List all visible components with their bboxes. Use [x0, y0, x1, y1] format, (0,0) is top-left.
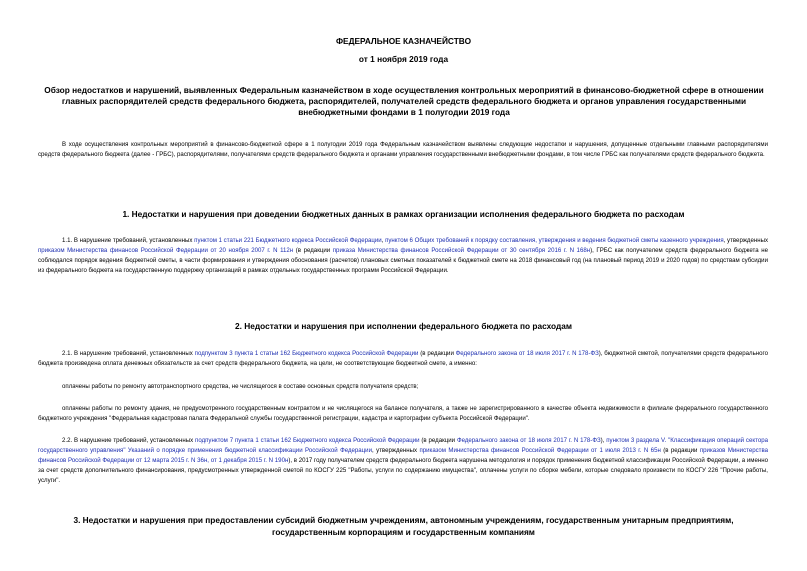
- link-order-168n[interactable]: приказа Министерства финансов Российской Федерации от 30 сентября 2016 г. N 168н: [332, 247, 591, 254]
- link-budget-code-art221[interactable]: пунктом 1 статьи 221 Бюджетного кодекса Российской Федерации: [194, 237, 382, 244]
- s1p1-text-2: ,: [381, 237, 386, 244]
- s2p1-text-2: (в редакции: [418, 350, 456, 357]
- link-budget-code-art162-sub7[interactable]: подпунктом 7 пункта 1 статьи 162 Бюджетного кодекса Российской Федерации: [195, 437, 420, 444]
- link-orders-36n-190n[interactable]: приказов Министерства финансов Российской Федерации от 12 марта 2015 г. N 36н, от 1 декабря 2015 г. N 190н: [38, 447, 769, 464]
- s2p2-text-5: (в редакции: [660, 447, 700, 454]
- link-order-65n[interactable]: приказом Министерства финансов Российской Федерации от 1 июля 2013 г. N 65н: [419, 447, 661, 454]
- s2p2-text-4: , утвержденных: [372, 447, 420, 454]
- s1p1-text-4: (в редакции: [293, 247, 333, 254]
- s1p1-text-3: , утвержденных: [723, 237, 769, 244]
- s2p1-text-1: 2.1. В нарушение требований, установленных: [62, 350, 195, 357]
- link-general-requirements[interactable]: пунктом 6 Общих требований к порядку составления, утверждения и ведения бюджетной сметы казенного учреждения: [385, 237, 724, 244]
- s2p1-text-3: ), бюджетной сметой, получателями средств федерального бюджета произведена оплата денежных обязательств за счет средств федерального бюджета, на цели, не соответствующие бюджетной смете, а именно:: [38, 350, 769, 367]
- s2p2-text-2: (в редакции: [419, 437, 457, 444]
- s2p2-text-3: ),: [600, 437, 607, 444]
- s2p2-text-1: 2.2. В нарушение требований, установленных: [62, 437, 196, 444]
- document-date: от 1 ноября 2019 года: [358, 54, 449, 64]
- section-1-heading: 1. Недостатки и нарушения при доведении бюджетных данных в рамках организации исполнения федерального бюджета по расходам: [122, 209, 685, 219]
- s1p1-text-5: ), ГРБС как получателем средств федерального бюджета не соблюдался порядок ведения бюджетной сметы, в части формирования и утверждения обоснования (расчетов) плановых сметных показателей к бюджетной смете на 2018 финансовый год (на плановый период 2019 и 2020 годов) по средствам субсидии из федерального бюджета на государственную поддержку организаций в рамках отдельных государственных программ Российской Федерации.: [38, 247, 768, 274]
- document-title: Обзор недостатков и нарушений, выявленных Федеральным казначейством в ходе осуществления контрольных мероприятий в финансово-бюджетной сфере в отношении главных распорядителей средств федерального бюджета, распорядителей, получателей средств федерального бюджета и органов управления государственными внебюджетными фондами в 1 полугодии 2019 года: [44, 85, 764, 117]
- agency-title: ФЕДЕРАЛЬНОЕ КАЗНАЧЕЙСТВО: [335, 36, 472, 46]
- link-federal-law-178fz[interactable]: Федерального закона от 18 июля 2017 г. N 178-ФЗ: [455, 350, 599, 357]
- intro-text: В ходе осуществления контрольных мероприятий в финансово-бюджетной сфере в 1 полугодии 2019 года Федеральным казначейством выявлены следующие недостатки и нарушения, допущенные отдельными главными распорядителями средств федерального бюджета (далее - ГРБС), распорядителями, получателями средств федерального бюджета и органами управления государственными внебюджетными фондами, в том числе ГРБС как получателями средств федерального бюджета.: [38, 141, 768, 158]
- link-budget-classification-instructions[interactable]: пунктом 3 раздела V. "Классификация операций сектора государственного управления" Указаний о порядке применения бюджетной классификации Российской Федерации: [38, 437, 768, 454]
- link-federal-law-178fz-2[interactable]: Федерального закона от 18 июля 2017 г. N 178-ФЗ: [456, 437, 601, 444]
- s2-bullet-2-text: оплачены работы по ремонту здания, не предусмотренного государственным контрактом и не числящегося на балансе получателя, а также не зарегистрированного в качестве объекта недвижимости в филиале федерального государственного бюджетного учреждения "Федеральная кадастровая палата Федеральной службы государственной регистрации, кадастра и картографии субъекта Российской Федерации".: [38, 405, 768, 422]
- s2-bullet-1-text: оплачены работы по ремонту автотранспортного средства, не числящегося в составе основных средств получателя средств;: [62, 383, 419, 390]
- section-2-paragraph-1: [38, 349, 768, 369]
- section-2-bullet-1: [38, 382, 768, 392]
- intro-paragraph: [38, 140, 768, 160]
- link-budget-code-art162-sub3[interactable]: подпунктом 3 пункта 1 статьи 162 Бюджетного кодекса Российской Федерации: [194, 350, 419, 357]
- section-3-heading: 3. Недостатки и нарушения при предоставлении субсидий бюджетным учреждениям, автономным учреждениям, государственным унитарным предприятиям, государственным корпорациям и государственным компаниям: [73, 515, 734, 537]
- section-2-bullet-2: [38, 404, 768, 424]
- section-2-paragraph-2: [38, 436, 768, 486]
- section-2-heading: 2. Недостатки и нарушения при исполнении федерального бюджета по расходам: [235, 321, 572, 331]
- s1p1-text-1: 1.1. В нарушение требований, установленных: [62, 237, 195, 244]
- link-order-112n[interactable]: приказом Министерства финансов Российской Федерации от 20 ноября 2007 г. N 112н: [38, 247, 294, 254]
- section-1-paragraph-1: [38, 236, 768, 276]
- s2p2-text-6: ), в 2017 году получателем средств федерального бюджета нарушена методология и порядок применения бюджетной классификации Российской Федерации, а именно за счет средств дополнительного финансирования, предусмотренных утвержденной сметой по КОСГУ 225 "Работы, услуги по содержанию имущества", оплачены услуги по сборке мебели, которые следовало произвести по КОСГУ 226 "Прочие работы, услуги".: [38, 457, 768, 484]
